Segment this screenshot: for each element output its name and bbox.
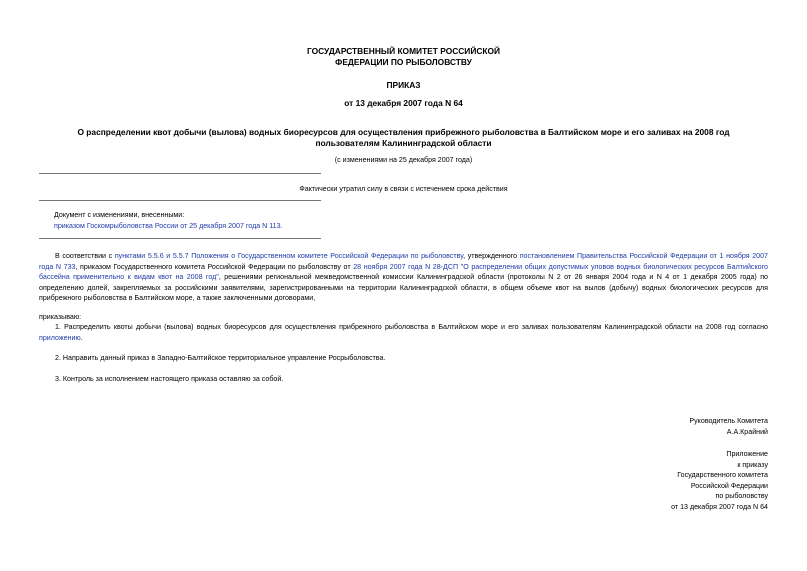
divider xyxy=(39,200,321,201)
changes-link[interactable]: приказом Госкомрыболовства России от 25 декабря 2007 года N 113. xyxy=(54,221,283,230)
changes-box xyxy=(54,210,283,231)
link-government-decree[interactable]: постановлением Правительства Российской Федерации от 1 ноября 2007 года N 733 xyxy=(39,252,768,271)
org-title xyxy=(0,46,807,68)
link-appendix[interactable]: приложению xyxy=(39,333,81,342)
signature-role: Руководитель Комитета xyxy=(689,417,768,425)
order-word: приказываю: xyxy=(39,313,82,321)
item-1: 1. Распределить квоты добычи (вылова) водных биоресурсов для осуществления прибрежного рыболовства в Балтийском море и его заливах пользователям Калининградской области на 2008 год согласно приложению. xyxy=(39,323,768,342)
signature xyxy=(689,416,768,437)
divider xyxy=(39,173,321,174)
signature-name: А.А.Крайний xyxy=(726,427,768,436)
link-regulation-points[interactable]: пунктами 5.5.6 и 5.5.7 Положения о Государственном комитете Российской Федерации по рыболовству xyxy=(114,252,464,260)
org-line-2: ФЕДЕРАЦИИ ПО РЫБОЛОВСТВУ xyxy=(335,57,472,67)
item-2: 2. Направить данный приказ в Западно-Балтийское территориальное управление Росрыболовства. xyxy=(55,354,386,362)
doc-type: ПРИКАЗ xyxy=(386,80,421,90)
status-expired: Фактически утратил силу в связи с истечением срока действия xyxy=(299,185,508,193)
appendix-header: Приложение к приказу Государственного комитета Российской Федерации по рыболовству от 13 декабря 2007 года N 64 xyxy=(671,450,768,511)
doc-date: от 13 декабря 2007 года N 64 xyxy=(344,98,463,108)
org-line-1: ГОСУДАРСТВЕННЫЙ КОМИТЕТ РОССИЙСКОЙ xyxy=(306,46,501,56)
preamble: В соответствии с пунктами 5.5.6 и 5.5.7 Положения о Государственном комитете Российской Федерации по рыболовству, утвержденного постановлением Правительства Российской Федерации от 1 ноября 2007 года N 733, приказом Государственного комитета Российской Федерации по рыболовству от 28 ноября 2007 года N 28-ДСП "О распределении общих допустимых уловов водных биологических ресурсов Балтийского бассейна применительно к видам квот на 2008 год", решениями региональной межведомственной комиссии Калининградской области (протоколы N 2 от 26 января 2004 года и N 4 от 1 декабря 2005 года) по определению долей, закрепляемых за российскими заявителями, зарегистрированными на территории Калининградской области, в общем объеме квот на вылов (добычу) водных биологических ресурсов для прибрежного рыболовства в Балтийском море, а также заключенными договорами, xyxy=(39,252,768,302)
divider xyxy=(39,238,321,239)
doc-title xyxy=(0,127,807,149)
changes-label: Документ с изменениями, внесенными: xyxy=(54,211,185,219)
title-line-1: О распределении квот добычи (вылова) водных биоресурсов для осуществления прибрежного рыболовства в Балтийском море и его заливах на 2008 год xyxy=(77,127,730,137)
link-order-28-dsp[interactable]: 28 ноября 2007 года N 28-ДСП "О распределении общих допустимых уловов водных биологических ресурсов Балтийского бассейна применительно к видам квот на 2008 год" xyxy=(39,262,768,281)
amendments-note: (с изменениями на 25 декабря 2007 года) xyxy=(334,156,473,164)
item-3: 3. Контроль за исполнением настоящего приказа оставляю за собой. xyxy=(55,375,284,383)
title-line-2: пользователям Калининградской области xyxy=(315,138,492,148)
